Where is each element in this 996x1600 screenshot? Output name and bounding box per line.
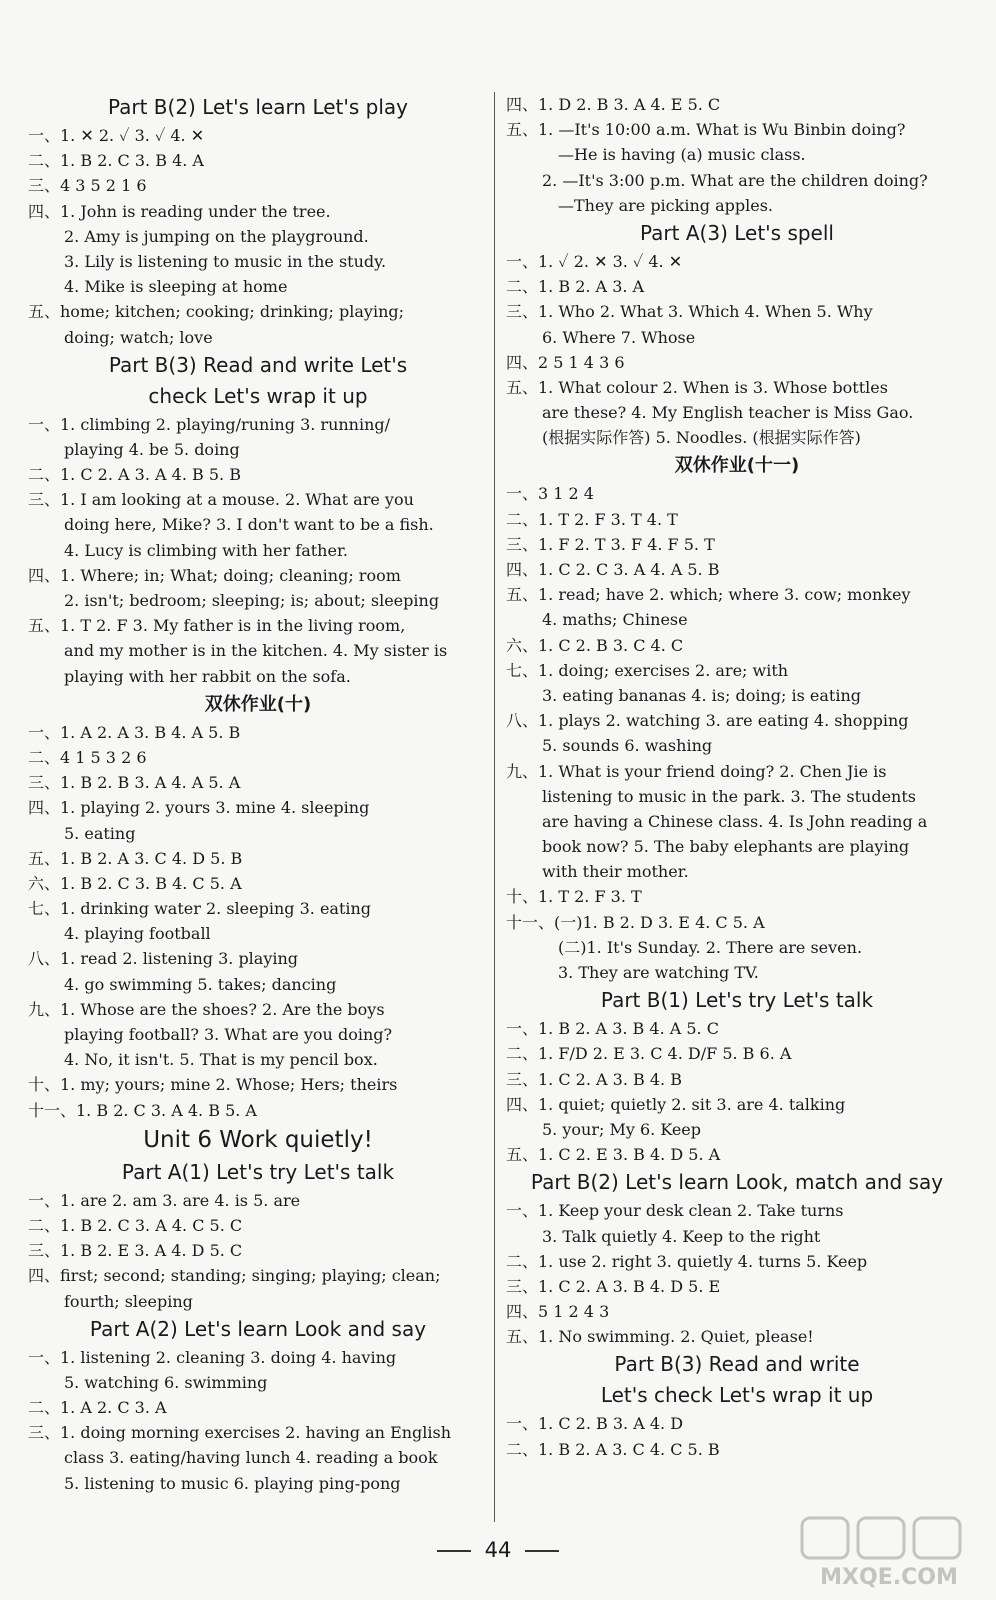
answer-line: 八、1. plays 2. watching 3. are eating 4. shopping: [506, 711, 909, 731]
answer-line: 二、1. B 2. C 3. A 4. C 5. C: [28, 1215, 243, 1235]
answer-line: 二、1. A 2. C 3. A: [28, 1398, 167, 1418]
answer-line: 三、1. doing morning exercises 2. having an English: [28, 1423, 452, 1443]
answer-line: 一、1. climbing 2. playing/runing 3. running/: [28, 414, 391, 434]
answer-line: 五、home; kitchen; cooking; drinking; playing;: [28, 302, 405, 322]
answer-line: 二、4 1 5 3 2 6: [28, 747, 147, 767]
answer-line-continued: 5. sounds 6. washing: [542, 736, 713, 756]
answer-line: 七、1. doing; exercises 2. are; with: [506, 660, 789, 680]
section-heading: Part B(3) Read and write: [614, 1352, 860, 1377]
answer-line: 六、1. B 2. C 3. B 4. C 5. A: [28, 873, 242, 893]
answer-line: 二、1. B 2. C 3. B 4. A: [28, 151, 204, 171]
answer-line: 五、1. B 2. A 3. C 4. D 5. B: [28, 848, 243, 868]
answer-line-continued: 2. —It's 3:00 p.m. What are the children doing?: [542, 170, 928, 190]
answer-line-continued: 5. listening to music 6. playing ping-pong: [64, 1473, 401, 1493]
answer-line-continued: 4. playing football: [64, 924, 211, 944]
answer-line: 七、1. drinking water 2. sleeping 3. eating: [28, 899, 372, 919]
answer-line: 六、1. C 2. B 3. C 4. C: [506, 635, 684, 655]
answer-line: 一、1. listening 2. cleaning 3. doing 4. having: [28, 1347, 397, 1367]
section-heading: Part B(2) Let's learn Let's play: [107, 95, 409, 119]
answer-line-continued: 3. Talk quietly 4. Keep to the right: [542, 1226, 821, 1246]
watermark-text: MXQE.COM: [820, 1565, 958, 1590]
answer-line-continued: (二)1. It's Sunday. 2. There are seven.: [558, 937, 863, 957]
section-heading: Part A(2) Let's learn Look and say: [89, 1316, 427, 1341]
answer-line-continued: —They are picking apples.: [558, 195, 773, 215]
answer-line-continued: playing football? 3. What are you doing?: [64, 1025, 393, 1044]
answer-line: 五、1. No swimming. 2. Quiet, please!: [506, 1327, 814, 1347]
answer-line-continued: 5. your; My 6. Keep: [542, 1119, 702, 1139]
answer-line-continued: 2. Amy is jumping on the playground.: [64, 226, 369, 246]
answer-line: 四、1. Where; in; What; doing; cleaning; room: [28, 565, 401, 585]
section-heading: Part B(2) Let's learn Look, match and say: [530, 1170, 944, 1195]
answer-line-continued: book now? 5. The baby elephants are playing: [542, 837, 910, 857]
answer-line-continued: and my mother is in the kitchen. 4. My sister is: [64, 641, 448, 661]
answer-line: 三、1. B 2. B 3. A 4. A 5. A: [28, 773, 241, 793]
answer-line-continued: are these? 4. My English teacher is Miss Gao.: [542, 403, 914, 423]
answer-line-continued: fourth; sleeping: [64, 1291, 193, 1311]
answer-line-continued: playing 4. be 5. doing: [64, 439, 240, 459]
column-divider: [494, 92, 495, 1522]
left-column: [28, 92, 488, 1496]
answer-line: 二、1. use 2. right 3. quietly 4. turns 5. Keep: [506, 1251, 868, 1271]
unit-title: Unit 6 Work quietly!: [143, 1126, 373, 1153]
answer-line: 二、1. B 2. A 3. C 4. C 5. B: [506, 1439, 720, 1459]
answer-line: 五、1. T 2. F 3. My father is in the living room,: [28, 616, 406, 636]
answer-line: 五、1. What colour 2. When is 3. Whose bottles: [506, 377, 888, 397]
answer-line-continued: —He is having (a) music class.: [558, 145, 806, 165]
section-heading: Part A(1) Let's try Let's talk: [121, 1159, 395, 1184]
answer-line-continued: class 3. eating/having lunch 4. reading a book: [64, 1448, 438, 1468]
answer-line: 一、1. A 2. A 3. B 4. A 5. B: [28, 722, 241, 742]
answer-line: 十一、(一)1. B 2. D 3. E 4. C 5. A: [506, 912, 765, 932]
answer-line: 四、1. C 2. C 3. A 4. A 5. B: [506, 560, 720, 579]
answer-line: 一、1. are 2. am 3. are 4. is 5. are: [28, 1190, 301, 1210]
answer-line: 二、1. C 2. A 3. A 4. B 5. B: [28, 465, 241, 485]
answer-line: 三、1. Who 2. What 3. Which 4. When 5. Why: [506, 302, 873, 322]
section-heading: Let's check Let's wrap it up: [600, 1383, 874, 1408]
answer-line: 二、1. F/D 2. E 3. C 4. D/F 5. B 6. A: [506, 1044, 792, 1064]
answer-line-continued: 4. go swimming 5. takes; dancing: [64, 974, 337, 994]
answer-line-continued: 4. maths; Chinese: [542, 610, 688, 630]
answer-line: 五、1. —It's 10:00 a.m. What is Wu Binbin doing?: [506, 120, 906, 140]
answer-line: 三、1. F 2. T 3. F 4. F 5. T: [506, 534, 715, 554]
answer-line: 五、1. read; have 2. which; where 3. cow; monkey: [506, 585, 911, 605]
answer-line: 一、1. C 2. B 3. A 4. D: [506, 1414, 684, 1434]
answer-line-continued: 6. Where 7. Whose: [542, 327, 696, 347]
answer-line: 一、1. B 2. A 3. B 4. A 5. C: [506, 1019, 719, 1039]
answer-line: 三、4 3 5 2 1 6: [28, 176, 147, 196]
answer-line: 十一、1. B 2. C 3. A 4. B 5. A: [28, 1100, 257, 1120]
answer-line-continued: 3. They are watching TV.: [558, 963, 759, 982]
answer-line: 一、1. ✓ 2. ✕ 3. ✓ 4. ✕: [506, 251, 683, 271]
answer-line: 三、1. C 2. A 3. B 4. D 5. E: [506, 1276, 721, 1296]
answer-line-continued: (根据实际作答) 5. Noodles. (根据实际作答): [542, 428, 861, 448]
answer-line-continued: doing here, Mike? 3. I don't want to be a fish.: [64, 515, 434, 535]
right-column: [506, 92, 968, 1462]
section-heading: Part B(3) Read and write Let's: [108, 352, 408, 377]
page-number: 44: [484, 1538, 512, 1562]
answer-line-continued: playing with her rabbit on the sofa.: [64, 666, 351, 686]
answer-line: 五、1. C 2. E 3. B 4. D 5. A: [506, 1145, 721, 1165]
answer-line: 三、1. I am looking at a mouse. 2. What are you: [28, 490, 414, 510]
answer-line-continued: doing; watch; love: [64, 327, 213, 347]
answer-line-continued: 5. eating: [64, 823, 136, 843]
answer-line: 四、2 5 1 4 3 6: [506, 352, 625, 372]
answer-line-continued: 4. Mike is sleeping at home: [64, 277, 288, 297]
answer-line: 四、1. John is reading under the tree.: [28, 201, 331, 221]
answer-line: 九、1. What is your friend doing? 2. Chen Jie is: [506, 761, 887, 781]
answer-line-continued: 5. watching 6. swimming: [64, 1372, 268, 1392]
answer-line-continued: 4. No, it isn't. 5. That is my pencil box.: [64, 1050, 378, 1070]
answer-line-continued: are having a Chinese class. 4. Is John reading a: [542, 811, 928, 831]
footer-dash-left: [437, 1550, 471, 1552]
answer-line: 四、5 1 2 4 3: [506, 1302, 610, 1322]
answer-line: 三、1. B 2. E 3. A 4. D 5. C: [28, 1241, 243, 1261]
section-heading: check Let's wrap it up: [148, 383, 368, 408]
answer-line: 四、first; second; standing; singing; playing; clean;: [28, 1266, 441, 1286]
answer-line-continued: 2. isn't; bedroom; sleeping; is; about; sleeping: [64, 591, 440, 610]
answer-line-continued: 4. Lucy is climbing with her father.: [64, 540, 348, 560]
answer-line: 四、1. playing 2. yours 3. mine 4. sleeping: [28, 798, 370, 818]
answer-line: 八、1. read 2. listening 3. playing: [28, 949, 299, 969]
answer-line: 一、3 1 2 4: [506, 484, 594, 504]
answer-line: 二、1. B 2. A 3. A: [506, 277, 645, 297]
weekend-homework-heading: 双休作业(十): [204, 693, 312, 715]
answer-line-continued: with their mother.: [542, 862, 689, 882]
section-heading: Part B(1) Let's try Let's talk: [600, 988, 874, 1013]
weekend-homework-heading: 双休作业(十一): [674, 455, 800, 477]
answer-line: 一、1. ✕ 2. ✓ 3. ✓ 4. ✕: [28, 126, 205, 145]
answer-line: 四、1. quiet; quietly 2. sit 3. are 4. talking: [506, 1094, 846, 1114]
answer-line: 二、1. T 2. F 3. T 4. T: [506, 509, 678, 529]
section-heading: Part A(3) Let's spell: [640, 220, 834, 245]
watermark-logo: [794, 1514, 984, 1592]
answer-line-continued: 3. Lily is listening to music in the study.: [64, 251, 387, 271]
answer-line: 四、1. D 2. B 3. A 4. E 5. C: [506, 95, 721, 114]
answer-line-continued: 3. eating bananas 4. is; doing; is eating: [542, 685, 861, 705]
answer-line-continued: listening to music in the park. 3. The students: [542, 786, 916, 806]
answer-line: 十、1. my; yours; mine 2. Whose; Hers; theirs: [28, 1075, 398, 1095]
answer-line: 九、1. Whose are the shoes? 2. Are the boys: [28, 999, 385, 1019]
answer-line: 三、1. C 2. A 3. B 4. B: [506, 1069, 682, 1089]
answer-line: 一、1. Keep your desk clean 2. Take turns: [506, 1201, 844, 1221]
answer-line: 十、1. T 2. F 3. T: [506, 887, 642, 907]
footer-dash-right: [525, 1550, 559, 1552]
